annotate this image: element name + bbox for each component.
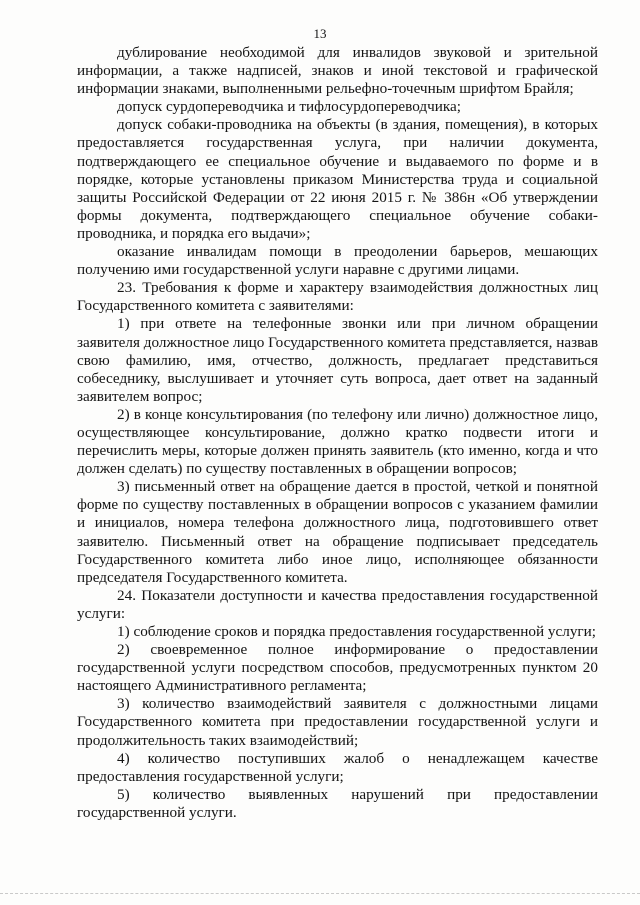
paragraph-24-3: 3) количество взаимодействий заявителя с должностными лицами Государственного комитета при предоставлении государственной услуги и продолжительность таких взаимодействий; (77, 695, 598, 749)
paragraph-braille-info: дублирование необходимой для инвалидов звуковой и зрительной информации, а также надписей, знаков и иной текстовой и графической информации знаками, выполненными рельефно-точечным шрифтом Брайля; (77, 44, 598, 98)
paragraph-sign-interpreter: допуск сурдопереводчика и тифлосурдопереводчика; (117, 98, 461, 116)
paragraph-barrier-assistance: оказание инвалидам помощи в преодолении барьеров, мешающих получению ими государственной услуги наравне с другими лицами. (77, 243, 598, 279)
page-number: 13 (313, 26, 327, 41)
paragraph-guide-dog: допуск собаки-проводника на объекты (в здания, помещения), в которых предоставляется государственная услуга, при наличии документа, подтверждающего ее специальное обучение и выдаваемого по форме и в порядке, которые установлены приказом Министерства труда и социальной защиты Российской Федерации от 22 июня 2015 г. № 386н «Об утверждении формы документа, подтверждающего специальное обучение собаки-проводника, и порядка его выдачи»; (77, 116, 598, 242)
paragraph-item-23: 23. Требования к форме и характеру взаимодействия должностных лиц Государственного комитета с заявителями: (77, 279, 598, 315)
paragraph-23-3: 3) письменный ответ на обращение дается в простой, четкой и понятной форме по существу поставленных в обращении вопросов с указанием фамилии и инициалов, номера телефона должностного лица, подготовившего ответ заявителю. Письменный ответ на обращение подписывает председатель Государственного комитета либо иное лицо, исполняющее обязанности председателя Государственного комитета. (77, 478, 598, 586)
scan-edge-line (0, 893, 640, 895)
paragraph-item-24: 24. Показатели доступности и качества предоставления государственной услуги: (77, 586, 598, 622)
paragraph-23-1: 1) при ответе на телефонные звонки или при личном обращении заявителя должностное лицо Государственного комитета представляется, назвав свою фамилию, имя, отчество, должность, предлагает представиться собеседнику, выслушивает и уточняет суть вопроса, дает ответ на заданный заявителем вопрос; (77, 315, 598, 405)
paragraph-24-5: 5) количество выявленных нарушений при предоставлении государственной услуги. (77, 785, 598, 821)
paragraph-24-4: 4) количество поступивших жалоб о ненадлежащем качестве предоставления государственной услуги; (77, 749, 598, 785)
paragraph-23-2: 2) в конце консультирования (по телефону или лично) должностное лицо, осуществляющее консультирование, должно кратко подвести итоги и перечислить меры, которые должен принять заявитель (кто именно, когда и что должен сделать) по существу поставленных в обращении вопросов; (77, 405, 598, 478)
paragraph-24-1: 1) соблюдение сроков и порядка предоставления государственной услуги; (117, 623, 596, 640)
document-body (77, 44, 598, 822)
paragraph-24-2: 2) своевременное полное информирование о предоставлении государственной услуги посредством способов, предусмотренных пунктом 20 настоящего Административного регламента; (77, 641, 598, 695)
